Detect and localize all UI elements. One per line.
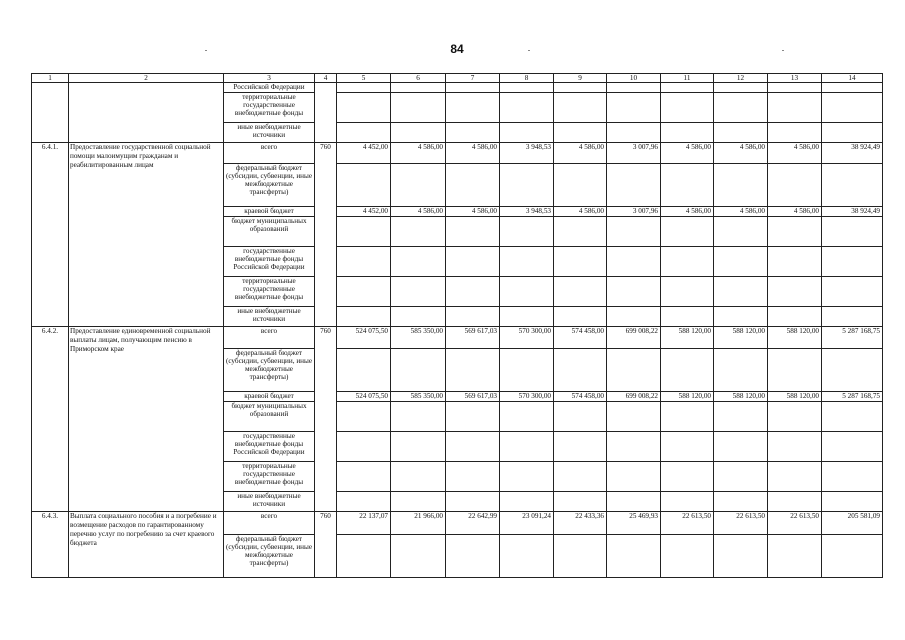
value-cell xyxy=(661,83,714,93)
value-cell xyxy=(661,492,714,512)
scan-speck xyxy=(528,50,530,51)
column-header: 8 xyxy=(500,74,554,83)
value-cell: 570 300,00 xyxy=(500,392,554,402)
value-cell: 699 008,22 xyxy=(607,327,661,349)
value-cell xyxy=(554,462,607,492)
value-cell xyxy=(714,402,768,432)
value-cell xyxy=(822,217,883,247)
value-cell xyxy=(607,349,661,392)
value-cell xyxy=(446,164,500,207)
value-cell: 588 120,00 xyxy=(768,327,822,349)
value-cell: 38 924,49 xyxy=(822,143,883,164)
row-name: Выплата социального пособия и а погребение и возмещение расходов по гарантированному перечню услуг по погребению за счет краевого бюджета xyxy=(69,512,224,578)
value-cell xyxy=(500,164,554,207)
value-cell xyxy=(554,93,607,123)
column-header: 1 xyxy=(32,74,69,83)
value-cell: 4 452,00 xyxy=(337,143,391,164)
budget-table xyxy=(31,73,883,578)
column-header: 9 xyxy=(554,74,607,83)
value-cell xyxy=(822,432,883,462)
value-cell xyxy=(446,83,500,93)
value-cell xyxy=(768,462,822,492)
value-cell xyxy=(607,277,661,307)
value-cell: 585 350,00 xyxy=(391,327,446,349)
value-cell xyxy=(446,217,500,247)
column-header: 12 xyxy=(714,74,768,83)
value-cell xyxy=(391,349,446,392)
value-cell xyxy=(500,462,554,492)
funding-source: всего xyxy=(224,327,315,349)
value-cell xyxy=(337,164,391,207)
value-cell xyxy=(391,217,446,247)
value-cell xyxy=(446,277,500,307)
value-cell xyxy=(822,492,883,512)
value-cell: 4 586,00 xyxy=(391,207,446,217)
funding-source: иные внебюджетные источники xyxy=(224,123,315,143)
value-cell xyxy=(337,462,391,492)
funding-source: территориальные государственные внебюджетные фонды xyxy=(224,277,315,307)
value-cell xyxy=(714,349,768,392)
value-cell xyxy=(554,123,607,143)
value-cell xyxy=(607,307,661,327)
column-header: 14 xyxy=(822,74,883,83)
value-cell xyxy=(391,402,446,432)
scan-speck xyxy=(205,50,207,51)
table-row xyxy=(32,83,883,93)
value-cell: 3 007,96 xyxy=(607,207,661,217)
funding-source: краевой бюджет xyxy=(224,207,315,217)
funding-source: государственные внебюджетные фонды Российской Федерации xyxy=(224,247,315,277)
row-number: 6.4.3. xyxy=(32,512,69,578)
value-cell xyxy=(768,492,822,512)
value-cell xyxy=(500,492,554,512)
column-header: 13 xyxy=(768,74,822,83)
value-cell: 4 586,00 xyxy=(768,207,822,217)
value-cell xyxy=(554,535,607,578)
value-cell xyxy=(768,123,822,143)
value-cell xyxy=(337,123,391,143)
column-header: 3 xyxy=(224,74,315,83)
value-cell xyxy=(661,123,714,143)
value-cell xyxy=(391,277,446,307)
funding-source: всего xyxy=(224,512,315,535)
value-cell xyxy=(607,462,661,492)
value-cell xyxy=(714,83,768,93)
value-cell xyxy=(446,93,500,123)
value-cell xyxy=(337,247,391,277)
value-cell xyxy=(822,402,883,432)
funding-source: бюджет муниципальных образований xyxy=(224,217,315,247)
column-header: 11 xyxy=(661,74,714,83)
value-cell xyxy=(446,402,500,432)
value-cell xyxy=(768,93,822,123)
value-cell xyxy=(337,93,391,123)
value-cell xyxy=(554,492,607,512)
funding-source: федеральный бюджет (субсидии, субвенции, иные межбюджетные трансферты) xyxy=(224,164,315,207)
value-cell xyxy=(500,217,554,247)
value-cell: 3 948,53 xyxy=(500,143,554,164)
value-cell: 25 469,93 xyxy=(607,512,661,535)
value-cell xyxy=(391,83,446,93)
code-cell: 760 xyxy=(315,143,337,327)
value-cell xyxy=(714,123,768,143)
value-cell xyxy=(607,402,661,432)
value-cell: 574 458,00 xyxy=(554,327,607,349)
value-cell xyxy=(822,349,883,392)
value-cell: 22 613,50 xyxy=(714,512,768,535)
code-cell: 760 xyxy=(315,512,337,578)
value-cell xyxy=(554,349,607,392)
table-row xyxy=(32,143,883,164)
value-cell xyxy=(500,123,554,143)
value-cell xyxy=(500,307,554,327)
value-cell: 21 966,00 xyxy=(391,512,446,535)
column-header: 6 xyxy=(391,74,446,83)
value-cell: 588 120,00 xyxy=(661,392,714,402)
value-cell: 585 350,00 xyxy=(391,392,446,402)
value-cell xyxy=(768,277,822,307)
value-cell xyxy=(391,492,446,512)
value-cell: 4 586,00 xyxy=(768,143,822,164)
value-cell: 699 008,22 xyxy=(607,392,661,402)
value-cell xyxy=(607,492,661,512)
value-cell xyxy=(607,535,661,578)
value-cell xyxy=(714,217,768,247)
value-cell: 22 433,36 xyxy=(554,512,607,535)
value-cell xyxy=(607,217,661,247)
value-cell xyxy=(822,535,883,578)
value-cell xyxy=(554,247,607,277)
value-cell xyxy=(337,402,391,432)
value-cell xyxy=(500,402,554,432)
row-name xyxy=(69,83,224,143)
value-cell xyxy=(661,247,714,277)
value-cell xyxy=(661,402,714,432)
value-cell xyxy=(500,83,554,93)
value-cell xyxy=(446,432,500,462)
value-cell xyxy=(337,432,391,462)
funding-source: иные внебюджетные источники xyxy=(224,307,315,327)
value-cell: 4 586,00 xyxy=(714,207,768,217)
value-cell xyxy=(607,123,661,143)
value-cell xyxy=(768,432,822,462)
funding-source: государственные внебюджетные фонды Российской Федерации xyxy=(224,432,315,462)
value-cell xyxy=(661,349,714,392)
value-cell: 588 120,00 xyxy=(661,327,714,349)
value-cell xyxy=(391,307,446,327)
value-cell xyxy=(500,277,554,307)
value-cell xyxy=(446,349,500,392)
value-cell xyxy=(768,307,822,327)
value-cell xyxy=(391,247,446,277)
value-cell xyxy=(768,349,822,392)
value-cell xyxy=(337,307,391,327)
value-cell xyxy=(822,462,883,492)
value-cell xyxy=(822,93,883,123)
value-cell xyxy=(822,83,883,93)
value-cell: 22 613,50 xyxy=(661,512,714,535)
value-cell: 569 617,03 xyxy=(446,327,500,349)
value-cell: 22 137,07 xyxy=(337,512,391,535)
scan-speck xyxy=(782,50,784,51)
value-cell xyxy=(607,83,661,93)
value-cell xyxy=(554,432,607,462)
value-cell xyxy=(768,164,822,207)
value-cell: 205 581,09 xyxy=(822,512,883,535)
value-cell xyxy=(500,349,554,392)
funding-source: Российской Федерации xyxy=(224,83,315,93)
value-cell xyxy=(391,535,446,578)
value-cell xyxy=(768,247,822,277)
value-cell: 569 617,03 xyxy=(446,392,500,402)
row-name: Предоставление единовременной социальной выплаты лицам, получающим пенсию в Приморском крае xyxy=(69,327,224,512)
table-row xyxy=(32,327,883,349)
value-cell: 4 586,00 xyxy=(391,143,446,164)
value-cell: 588 120,00 xyxy=(714,392,768,402)
value-cell xyxy=(554,307,607,327)
table-row xyxy=(32,512,883,535)
value-cell: 4 586,00 xyxy=(661,207,714,217)
value-cell: 4 586,00 xyxy=(554,143,607,164)
value-cell xyxy=(446,123,500,143)
value-cell xyxy=(714,93,768,123)
value-cell xyxy=(714,247,768,277)
value-cell xyxy=(554,217,607,247)
code-cell: 760 xyxy=(315,327,337,512)
value-cell xyxy=(822,164,883,207)
funding-source: иные внебюджетные источники xyxy=(224,492,315,512)
value-cell xyxy=(822,247,883,277)
value-cell xyxy=(337,217,391,247)
funding-source: краевой бюджет xyxy=(224,392,315,402)
code-cell xyxy=(315,83,337,143)
value-cell xyxy=(768,402,822,432)
value-cell xyxy=(500,93,554,123)
value-cell: 524 075,50 xyxy=(337,327,391,349)
value-cell xyxy=(554,164,607,207)
value-cell xyxy=(607,164,661,207)
value-cell xyxy=(446,247,500,277)
funding-source: федеральный бюджет (субсидии, субвенции, иные межбюджетные трансферты) xyxy=(224,535,315,578)
value-cell xyxy=(391,164,446,207)
value-cell: 4 452,00 xyxy=(337,207,391,217)
column-header: 10 xyxy=(607,74,661,83)
value-cell xyxy=(391,123,446,143)
value-cell xyxy=(446,492,500,512)
value-cell: 38 924,49 xyxy=(822,207,883,217)
value-cell xyxy=(768,535,822,578)
value-cell xyxy=(391,432,446,462)
value-cell: 4 586,00 xyxy=(714,143,768,164)
value-cell xyxy=(714,462,768,492)
value-cell xyxy=(446,535,500,578)
value-cell: 4 586,00 xyxy=(661,143,714,164)
value-cell xyxy=(446,462,500,492)
column-header: 7 xyxy=(446,74,500,83)
value-cell xyxy=(607,432,661,462)
value-cell xyxy=(714,164,768,207)
value-cell xyxy=(554,277,607,307)
value-cell xyxy=(391,462,446,492)
value-cell xyxy=(822,123,883,143)
value-cell xyxy=(661,535,714,578)
value-cell: 5 287 168,75 xyxy=(822,392,883,402)
value-cell xyxy=(661,432,714,462)
column-header: 4 xyxy=(315,74,337,83)
row-number: 6.4.1. xyxy=(32,143,69,327)
page-number: 84 xyxy=(450,42,464,56)
value-cell: 574 458,00 xyxy=(554,392,607,402)
value-cell xyxy=(714,535,768,578)
funding-source: территориальные государственные внебюджетные фонды xyxy=(224,93,315,123)
row-number xyxy=(32,83,69,143)
value-cell xyxy=(768,83,822,93)
value-cell xyxy=(661,307,714,327)
value-cell xyxy=(337,83,391,93)
value-cell: 570 300,00 xyxy=(500,327,554,349)
value-cell: 4 586,00 xyxy=(554,207,607,217)
value-cell xyxy=(661,93,714,123)
value-cell xyxy=(391,93,446,123)
value-cell xyxy=(661,462,714,492)
value-cell xyxy=(337,349,391,392)
value-cell xyxy=(500,432,554,462)
value-cell: 23 091,24 xyxy=(500,512,554,535)
value-cell xyxy=(714,492,768,512)
column-header: 5 xyxy=(337,74,391,83)
value-cell xyxy=(337,535,391,578)
value-cell xyxy=(337,492,391,512)
value-cell xyxy=(500,535,554,578)
value-cell: 524 075,50 xyxy=(337,392,391,402)
funding-source: территориальные государственные внебюджетные фонды xyxy=(224,462,315,492)
value-cell: 588 120,00 xyxy=(768,392,822,402)
value-cell: 3 007,96 xyxy=(607,143,661,164)
row-name: Предоставление государственной социальной помощи малоимущим гражданам и реабилитированным лицам xyxy=(69,143,224,327)
value-cell xyxy=(661,164,714,207)
funding-source: бюджет муниципальных образований xyxy=(224,402,315,432)
value-cell xyxy=(661,217,714,247)
value-cell: 588 120,00 xyxy=(714,327,768,349)
value-cell: 3 948,53 xyxy=(500,207,554,217)
funding-source: всего xyxy=(224,143,315,164)
value-cell: 22 613,50 xyxy=(768,512,822,535)
value-cell: 22 642,99 xyxy=(446,512,500,535)
value-cell xyxy=(768,217,822,247)
column-header: 2 xyxy=(69,74,224,83)
value-cell xyxy=(554,83,607,93)
value-cell: 5 287 168,75 xyxy=(822,327,883,349)
value-cell xyxy=(822,307,883,327)
value-cell xyxy=(607,247,661,277)
value-cell xyxy=(500,247,554,277)
value-cell: 4 586,00 xyxy=(446,143,500,164)
value-cell xyxy=(446,307,500,327)
value-cell xyxy=(822,277,883,307)
header-row xyxy=(32,74,883,83)
value-cell: 4 586,00 xyxy=(446,207,500,217)
row-number: 6.4.2. xyxy=(32,327,69,512)
value-cell xyxy=(661,277,714,307)
value-cell xyxy=(714,432,768,462)
value-cell xyxy=(714,307,768,327)
value-cell xyxy=(607,93,661,123)
value-cell xyxy=(714,277,768,307)
value-cell xyxy=(337,277,391,307)
funding-source: федеральный бюджет (субсидии, субвенции, иные межбюджетные трансферты) xyxy=(224,349,315,392)
value-cell xyxy=(554,402,607,432)
